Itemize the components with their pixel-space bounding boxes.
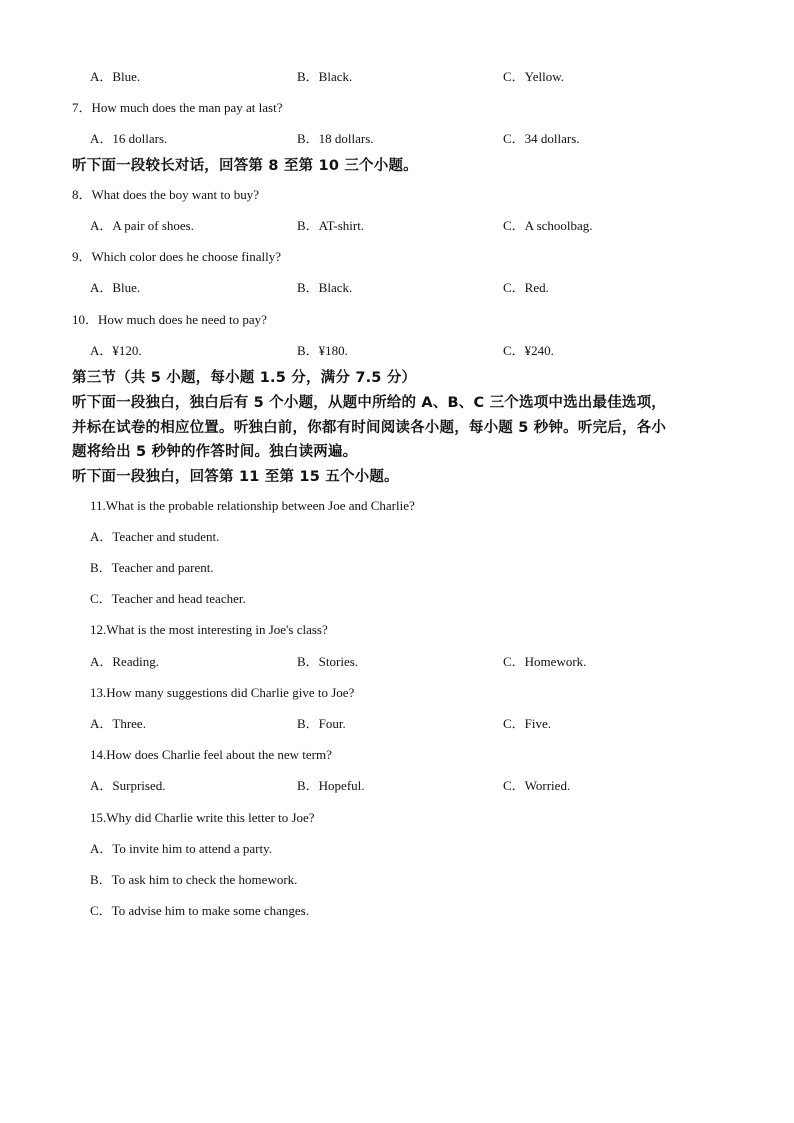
question-stem: 12.What is the most interesting in Joe's class?	[90, 622, 328, 637]
option-a: A．Surprised.	[90, 778, 166, 793]
option-b: B．Four.	[297, 716, 346, 731]
option-b: B．Stories.	[297, 654, 359, 669]
section-instruction: 听下面一段独白，回答第 11 至第 15 五个小题。	[72, 469, 399, 485]
option-c: C．34 dollars.	[503, 131, 580, 146]
question-stem: 13.How many suggestions did Charlie give to Joe?	[90, 685, 355, 700]
option-c: C．Worried.	[503, 778, 571, 793]
option-a: A．Blue.	[90, 69, 141, 84]
option-c: C．A schoolbag.	[503, 218, 593, 233]
option-c: C．Five.	[503, 716, 552, 731]
section-instruction: 听下面一段较长对话，回答第 8 至第 10 三个小题。	[72, 158, 418, 174]
option-b: B．To ask him to check the homework.	[90, 872, 298, 887]
section-instruction: 听下面一段独白，独白后有 5 个小题，从题中所给的 A、B、C 三个选项中选出最佳选项，	[72, 395, 666, 411]
section-instruction: 并标在试卷的相应位置。听独白前，你都有时间阅读各小题，每小题 5 秒钟。听完后，各小	[72, 420, 667, 436]
question-stem: 8．What does the boy want to buy?	[72, 187, 260, 202]
question-stem: 15.Why did Charlie write this letter to Joe?	[90, 810, 315, 825]
option-b: B．18 dollars.	[297, 131, 374, 146]
question-stem: 9．Which color does he choose finally?	[72, 249, 282, 264]
question-stem: 14.How does Charlie feel about the new term?	[90, 747, 332, 762]
option-c: C．¥240.	[503, 343, 554, 358]
option-b: B．Black.	[297, 69, 353, 84]
option-a: A．A pair of shoes.	[90, 218, 194, 233]
option-b: B．AT-shirt.	[297, 218, 365, 233]
option-a: A．To invite him to attend a party.	[90, 841, 273, 856]
option-b: B．¥180.	[297, 343, 348, 358]
option-c: C．Teacher and head teacher.	[90, 591, 246, 606]
question-stem: 11.What is the probable relationship between Joe and Charlie?	[90, 498, 415, 513]
option-b: B．Black.	[297, 280, 353, 295]
option-c: C．Yellow.	[503, 69, 565, 84]
option-a: A．Blue.	[90, 280, 141, 295]
option-c: C．To advise him to make some changes.	[90, 903, 309, 918]
option-c: C．Homework.	[503, 654, 587, 669]
question-stem: 10．How much does he need to pay?	[72, 312, 267, 327]
section-instruction: 题将给出 5 秒钟的作答时间。独白读两遍。	[72, 444, 358, 460]
option-c: C．Red.	[503, 280, 549, 295]
option-a: A．16 dollars.	[90, 131, 168, 146]
section-title: 第三节（共 5 小题，每小题 1.5 分，满分 7.5 分）	[72, 370, 417, 386]
option-a: A．Teacher and student.	[90, 529, 220, 544]
option-a: A．Reading.	[90, 654, 159, 669]
option-b: B．Teacher and parent.	[90, 560, 214, 575]
option-a: A．Three.	[90, 716, 146, 731]
option-b: B．Hopeful.	[297, 778, 365, 793]
question-stem: 7．How much does the man pay at last?	[72, 100, 283, 115]
option-a: A．¥120.	[90, 343, 142, 358]
